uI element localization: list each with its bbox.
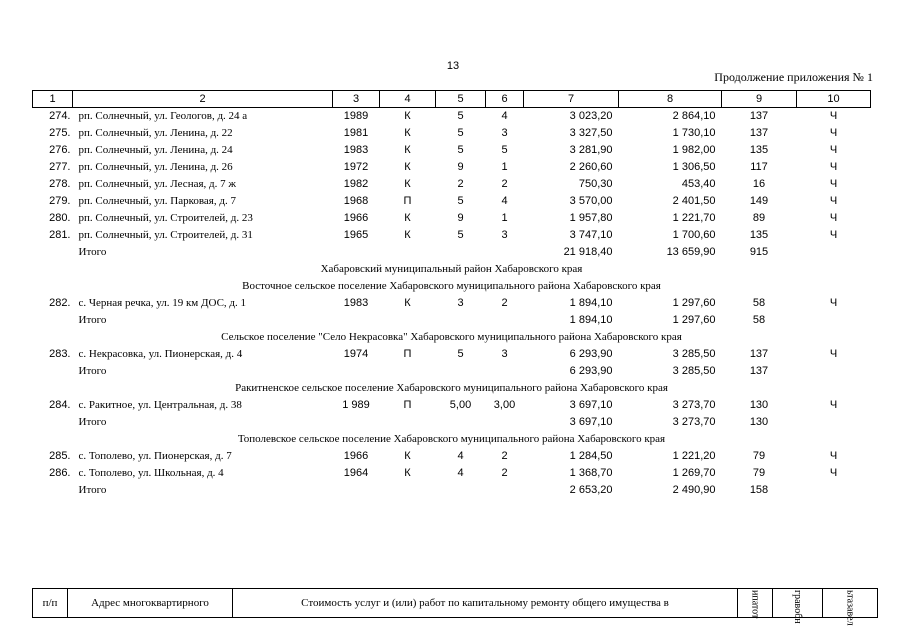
- year-cell: 1966: [343, 450, 369, 462]
- floors-cell: 4: [457, 450, 464, 462]
- year-cell: 1981: [343, 127, 369, 139]
- empty-cell: [33, 312, 73, 329]
- address-cell: рп. Солнечный, ул. Лесная, д. 7 ж: [78, 178, 236, 190]
- floors-cell: 5: [457, 229, 464, 241]
- header-cell: 7: [524, 91, 619, 108]
- mark-cell: Ч: [829, 348, 838, 360]
- section-title-row: [33, 329, 871, 346]
- area-cell: 1 284,50: [569, 450, 613, 462]
- header-cell: 8: [619, 91, 722, 108]
- mark-cell: Ч: [829, 467, 838, 479]
- area-cell: 1 957,80: [569, 212, 613, 224]
- residents-cell: 137: [749, 127, 769, 139]
- footer-col-vertical-3: [823, 589, 878, 626]
- material-cell: П: [403, 399, 412, 411]
- empty-cell: [436, 363, 486, 380]
- empty-cell: [33, 244, 73, 261]
- section-title: Тополевское сельское поселение Хабаровского муниципального района Хабаровского края: [237, 433, 666, 445]
- area-cell: 6 293,90: [569, 348, 613, 360]
- floors-cell: 9: [457, 161, 464, 173]
- footer-vertical-text: ьтазавел: [844, 589, 856, 626]
- table-row: [33, 448, 871, 465]
- total-residents: 137: [749, 365, 769, 377]
- material-cell: К: [404, 110, 411, 122]
- living-area-cell: 3 273,70: [672, 399, 716, 411]
- empty-cell: [380, 414, 436, 431]
- residents-cell: 117: [750, 161, 768, 173]
- material-cell: К: [404, 229, 411, 241]
- appendix-subtitle: Продолжение приложения № 1: [714, 70, 873, 84]
- residents-cell: 79: [752, 467, 766, 479]
- floors-cell: 5: [457, 348, 464, 360]
- total-label: Итого: [78, 416, 107, 428]
- total-label: Итого: [78, 314, 107, 326]
- empty-cell: [333, 414, 380, 431]
- living-area-cell: 1 306,50: [672, 161, 716, 173]
- residents-cell: 58: [752, 297, 766, 309]
- residents-cell: 135: [749, 144, 769, 156]
- entrances-cell: 2: [501, 297, 508, 309]
- header-cell: 3: [333, 91, 380, 108]
- footer-col-address: Адрес многоквартирного: [68, 589, 233, 618]
- address-cell: с. Ракитное, ул. Центральная, д. 38: [78, 399, 242, 411]
- footer-vertical-text: гравобн: [792, 589, 803, 624]
- residents-cell: 16: [752, 178, 766, 190]
- empty-cell: [436, 414, 486, 431]
- area-cell: 1 894,10: [569, 297, 613, 309]
- empty-cell: [33, 363, 73, 380]
- row-number: 285.: [49, 450, 71, 462]
- floors-cell: 4: [457, 467, 464, 479]
- empty-cell: [486, 244, 524, 261]
- row-number: 278.: [49, 178, 71, 190]
- empty-cell: [486, 363, 524, 380]
- living-area-cell: 1 269,70: [672, 467, 716, 479]
- area-cell: 2 260,60: [569, 161, 613, 173]
- floors-cell: 9: [457, 212, 464, 224]
- empty-cell: [797, 414, 871, 431]
- section-title: Восточное сельское поселение Хабаровского муниципального района Хабаровского края: [242, 280, 661, 292]
- total-living-area: 1 297,60: [672, 314, 716, 326]
- empty-cell: [380, 244, 436, 261]
- material-cell: К: [404, 127, 411, 139]
- address-cell: с. Тополево, ул. Школьная, д. 4: [78, 467, 224, 479]
- floors-cell: 5: [457, 110, 464, 122]
- entrances-cell: 1: [501, 212, 508, 224]
- total-row: [33, 363, 871, 380]
- row-number: 275.: [49, 127, 71, 139]
- header-cell: 5: [436, 91, 486, 108]
- material-cell: К: [404, 297, 411, 309]
- address-cell: рп. Солнечный, ул. Ленина, д. 22: [78, 127, 233, 139]
- entrances-cell: 4: [501, 195, 508, 207]
- row-number: 279.: [49, 195, 71, 207]
- empty-cell: [486, 482, 524, 499]
- total-living-area: 2 490,90: [672, 484, 716, 496]
- living-area-cell: 1 700,60: [672, 229, 716, 241]
- table-row: [33, 210, 871, 227]
- table-row: [33, 193, 871, 210]
- housing-table: [32, 90, 871, 499]
- residents-cell: 149: [749, 195, 769, 207]
- area-cell: 3 570,00: [569, 195, 613, 207]
- mark-cell: Ч: [829, 178, 838, 190]
- material-cell: К: [404, 212, 411, 224]
- address-cell: рп. Солнечный, ул. Строителей, д. 31: [78, 229, 253, 241]
- section-title: Ракитненское сельское поселение Хабаровского муниципального района Хабаровского края: [235, 382, 668, 394]
- row-number: 283.: [49, 348, 71, 360]
- empty-cell: [436, 482, 486, 499]
- empty-cell: [380, 482, 436, 499]
- living-area-cell: 1 221,20: [672, 450, 716, 462]
- footer-col-vertical-2: [773, 589, 823, 624]
- area-cell: 1 368,70: [569, 467, 613, 479]
- entrances-cell: 3: [501, 127, 508, 139]
- address-cell: с. Некрасовка, ул. Пионерская, д. 4: [78, 348, 243, 360]
- total-area: 2 653,20: [569, 484, 613, 496]
- table-row: [33, 159, 871, 176]
- total-area: 1 894,10: [569, 314, 613, 326]
- empty-cell: [797, 244, 871, 261]
- section-title-row: [33, 278, 871, 295]
- section-title-row: [33, 261, 871, 278]
- year-cell: 1965: [343, 229, 369, 241]
- floors-cell: 5: [457, 195, 464, 207]
- empty-cell: [436, 312, 486, 329]
- year-cell: 1964: [343, 467, 369, 479]
- total-residents: 158: [749, 484, 769, 496]
- empty-cell: [333, 312, 380, 329]
- section-title-row: [33, 380, 871, 397]
- table-row: [33, 125, 871, 142]
- address-cell: рп. Солнечный, ул. Ленина, д. 26: [78, 161, 233, 173]
- entrances-cell: 5: [501, 144, 508, 156]
- entrances-cell: 2: [501, 178, 508, 190]
- entrances-cell: 2: [501, 467, 508, 479]
- floors-cell: 5: [457, 144, 464, 156]
- area-cell: 3 697,10: [569, 399, 613, 411]
- residents-cell: 137: [749, 110, 769, 122]
- table-row: [33, 176, 871, 193]
- empty-cell: [33, 414, 73, 431]
- empty-cell: [333, 363, 380, 380]
- mark-cell: Ч: [829, 297, 838, 309]
- residents-cell: 89: [752, 212, 766, 224]
- total-living-area: 3 285,50: [672, 365, 716, 377]
- table-row: [33, 465, 871, 482]
- total-residents: 915: [749, 246, 769, 258]
- floors-cell: 3: [457, 297, 464, 309]
- mark-cell: Ч: [829, 229, 838, 241]
- page-number: 13: [446, 60, 460, 72]
- empty-cell: [333, 244, 380, 261]
- entrances-cell: 2: [501, 450, 508, 462]
- area-cell: 3 747,10: [569, 229, 613, 241]
- row-number: 280.: [49, 212, 71, 224]
- mark-cell: Ч: [829, 110, 838, 122]
- mark-cell: Ч: [829, 212, 838, 224]
- entrances-cell: 4: [501, 110, 508, 122]
- table-row: [33, 397, 871, 414]
- floors-cell: 5,00: [449, 399, 472, 411]
- empty-cell: [333, 482, 380, 499]
- year-cell: 1983: [343, 297, 369, 309]
- living-area-cell: 453,40: [681, 178, 716, 190]
- living-area-cell: 1 297,60: [672, 297, 716, 309]
- total-residents: 130: [749, 416, 769, 428]
- section-title-row: [33, 431, 871, 448]
- material-cell: К: [404, 178, 411, 190]
- mark-cell: Ч: [829, 144, 838, 156]
- row-number: 282.: [49, 297, 71, 309]
- address-cell: рп. Солнечный, ул. Ленина, д. 24: [78, 144, 233, 156]
- address-cell: рп. Солнечный, ул. Парковая, д. 7: [78, 195, 236, 207]
- empty-cell: [436, 244, 486, 261]
- mark-cell: Ч: [829, 450, 838, 462]
- header-cell: 9: [722, 91, 797, 108]
- empty-cell: [797, 312, 871, 329]
- header-cell: 1: [33, 91, 73, 108]
- mark-cell: Ч: [829, 161, 838, 173]
- year-cell: 1966: [343, 212, 369, 224]
- footer-col-cost: Стоимость услуг и (или) работ по капитальному ремонту общего имущества в: [233, 589, 738, 618]
- living-area-cell: 2 864,10: [672, 110, 716, 122]
- row-number: 277.: [49, 161, 71, 173]
- floors-cell: 5: [457, 127, 464, 139]
- footer-vertical-text: ипатот: [749, 589, 761, 618]
- table-row: [33, 142, 871, 159]
- entrances-cell: 3: [501, 229, 508, 241]
- address-cell: с. Черная речка, ул. 19 км ДОС, д. 1: [78, 297, 247, 309]
- total-row: [33, 244, 871, 261]
- year-cell: 1982: [343, 178, 369, 190]
- table-row: [33, 227, 871, 244]
- year-cell: 1972: [343, 161, 369, 173]
- empty-cell: [486, 312, 524, 329]
- table-row: [33, 108, 871, 126]
- mark-cell: Ч: [829, 399, 838, 411]
- material-cell: К: [404, 467, 411, 479]
- footer-col-number: п/п: [33, 589, 68, 618]
- empty-cell: [797, 363, 871, 380]
- year-cell: 1968: [343, 195, 369, 207]
- residents-cell: 137: [749, 348, 769, 360]
- area-cell: 3 023,20: [569, 110, 613, 122]
- living-area-cell: 1 221,70: [672, 212, 716, 224]
- total-label: Итого: [78, 246, 107, 258]
- area-cell: 750,30: [578, 178, 613, 190]
- residents-cell: 130: [749, 399, 769, 411]
- row-number: 274.: [49, 110, 71, 122]
- material-cell: К: [404, 450, 411, 462]
- header-cell: 4: [380, 91, 436, 108]
- material-cell: П: [403, 195, 412, 207]
- total-residents: 58: [752, 314, 766, 326]
- row-number: 286.: [49, 467, 71, 479]
- row-number: 281.: [49, 229, 71, 241]
- footer-col-vertical-1: [738, 589, 773, 618]
- total-area: 3 697,10: [569, 416, 613, 428]
- empty-cell: [797, 482, 871, 499]
- year-cell: 1974: [343, 348, 369, 360]
- header-cell: 10: [797, 91, 871, 108]
- total-label: Итого: [78, 365, 107, 377]
- header-cell: 2: [73, 91, 333, 108]
- year-cell: 1983: [343, 144, 369, 156]
- next-page-header-table: [32, 588, 878, 626]
- table-header-row: [33, 91, 871, 108]
- entrances-cell: 3: [501, 348, 508, 360]
- mark-cell: Ч: [829, 127, 838, 139]
- total-area: 21 918,40: [563, 246, 613, 258]
- table-row: [33, 295, 871, 312]
- entrances-cell: 3,00: [493, 399, 516, 411]
- total-living-area: 3 273,70: [672, 416, 716, 428]
- empty-cell: [33, 482, 73, 499]
- total-row: [33, 482, 871, 499]
- total-area: 6 293,90: [569, 365, 613, 377]
- area-cell: 3 281,90: [569, 144, 613, 156]
- table-row: [33, 346, 871, 363]
- area-cell: 3 327,50: [569, 127, 613, 139]
- empty-cell: [486, 414, 524, 431]
- living-area-cell: 1 982,00: [672, 144, 716, 156]
- material-cell: П: [403, 348, 412, 360]
- total-row: [33, 312, 871, 329]
- year-cell: 1 989: [342, 399, 370, 411]
- material-cell: К: [404, 161, 411, 173]
- year-cell: 1989: [343, 110, 369, 122]
- living-area-cell: 1 730,10: [672, 127, 716, 139]
- total-label: Итого: [78, 484, 107, 496]
- residents-cell: 135: [749, 229, 769, 241]
- row-number: 284.: [49, 399, 71, 411]
- living-area-cell: 3 285,50: [672, 348, 716, 360]
- empty-cell: [380, 363, 436, 380]
- section-title: Сельское поселение "Село Некрасовка" Хабаровского муниципального района Хабаровского края: [221, 331, 682, 343]
- living-area-cell: 2 401,50: [672, 195, 716, 207]
- header-cell: 6: [486, 91, 524, 108]
- total-living-area: 13 659,90: [666, 246, 716, 258]
- address-cell: рп. Солнечный, ул. Строителей, д. 23: [78, 212, 253, 224]
- floors-cell: 2: [457, 178, 464, 190]
- mark-cell: Ч: [829, 195, 838, 207]
- material-cell: К: [404, 144, 411, 156]
- section-title: Хабаровский муниципальный район Хабаровского края: [320, 263, 583, 275]
- empty-cell: [380, 312, 436, 329]
- residents-cell: 79: [752, 450, 766, 462]
- total-row: [33, 414, 871, 431]
- address-cell: рп. Солнечный, ул. Геологов, д. 24 а: [78, 110, 248, 122]
- entrances-cell: 1: [501, 161, 508, 173]
- address-cell: с. Тополево, ул. Пионерская, д. 7: [78, 450, 232, 462]
- row-number: 276.: [49, 144, 71, 156]
